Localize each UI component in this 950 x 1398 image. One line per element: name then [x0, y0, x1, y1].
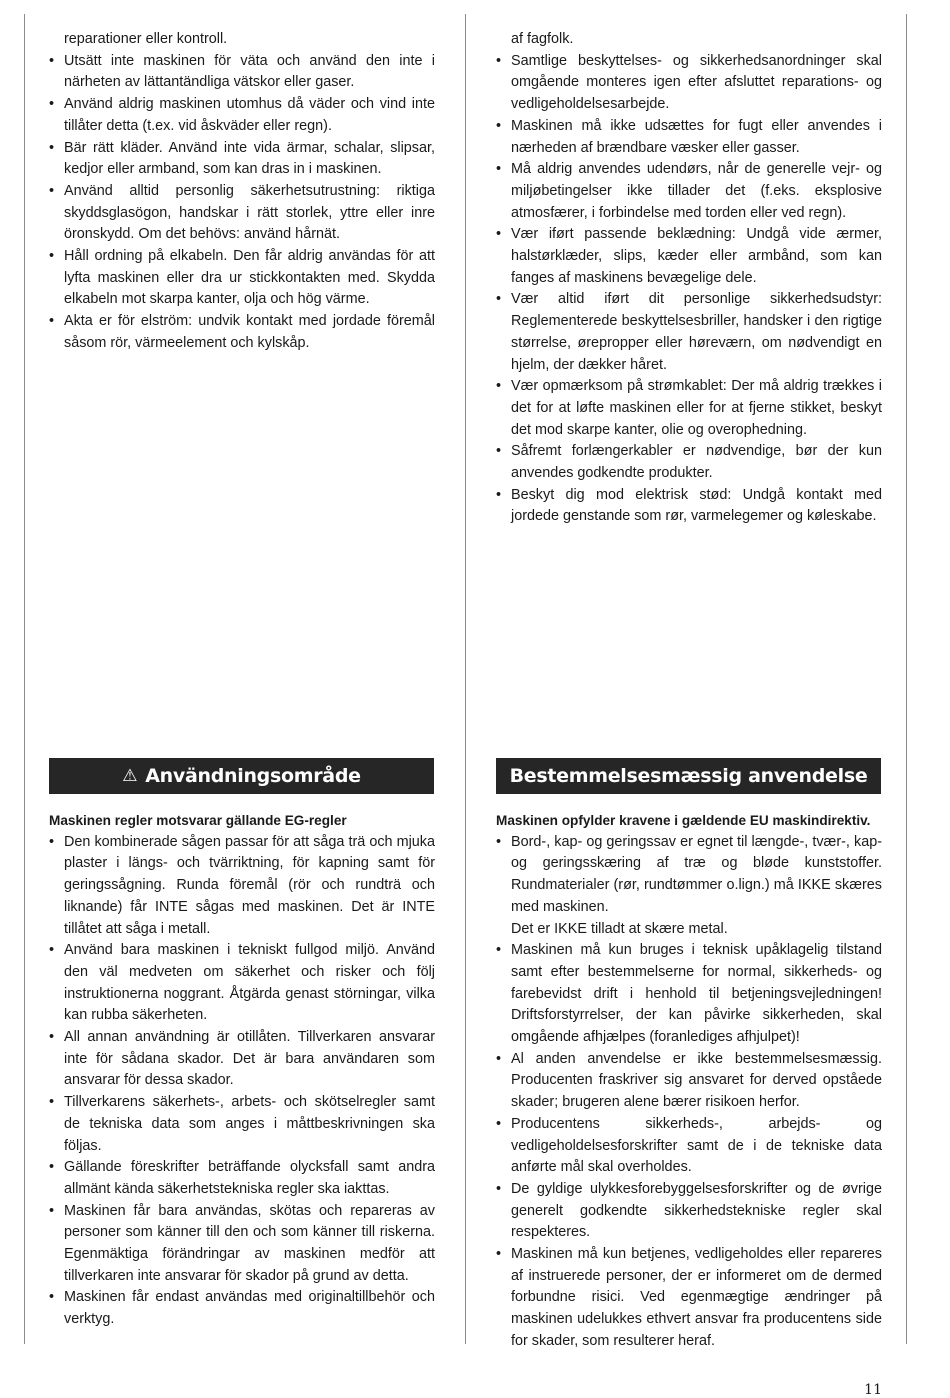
section-header-danish [496, 758, 881, 794]
list-item: • Bär rätt kläder. Använd inte vida ärmar, schalar, slipsar, kedjor eller armband, som kan dras in i maskinen. [49, 138, 435, 181]
section-lead: Maskinen opfylder kravene i gældende EU maskindirektiv. [496, 813, 871, 828]
list-item: • Använd aldrig maskinen utomhus då väder och vind inte tillåter detta (t.ex. vid åskväder eller regn). [49, 94, 435, 137]
list-item: • Maskinen får bara användas, skötas och repareras av personer som känner till den och som känner till riskerna. Egenmäktiga förändringar av maskinen medför att tillverkaren inte ansvarar för skador på grund av detta. [49, 1201, 435, 1288]
left-margin-rule [24, 14, 25, 1344]
list-item: • Al anden anvendelse er ikke bestemmelsesmæssig. Producenten fraskriver sig ansvaret for derved opståede skader; brugeren alene bærer risikoen herfor. [496, 1049, 882, 1114]
list-item: • Samtlige beskyttelses- og sikkerhedsanordninger skal omgående monteres igen efter afsluttet reparations- og vedligeholdelsesarbejde. [496, 51, 882, 116]
list-item: • Maskinen må kun betjenes, vedligeholdes eller repareres af instruerede personer, der er informeret om de dermed forbundne risici. Ved egenmægtige ændringer på maskinen udelukkes ethvert ansvar fra producentens side for skader, som resulterer heraf. [496, 1244, 882, 1353]
list-item: • Maskinen får endast användas med originaltillbehör och verktyg. [49, 1287, 435, 1330]
list-item: • Vær opmærksom på strømkablet: Der må aldrig trækkes i det for at løfte maskinen eller for at fjerne stikket, beskyt det mod skarpe kanter, olie og overophedning. [496, 376, 882, 441]
section-header-swedish [49, 758, 434, 794]
section-title: Bestemmelsesmæssig anvendelse [509, 765, 868, 787]
list-item: • Vær altid iført dit personlige sikkerhedsudstyr: Reglementerede beskyttelsesbriller, handsker i den rigtige størrelse, ørepropper eller høreværn, om nødvendigt en hjelm, der dækker håret. [496, 289, 882, 376]
list-item [496, 832, 882, 941]
list-item: • Såfremt forlængerkabler er nødvendige, bør der kun anvendes godkendte produkter. [496, 441, 882, 484]
swedish-intended-use [49, 810, 435, 1331]
continued-text: af fagfolk. [511, 31, 574, 47]
center-divider-rule [465, 14, 466, 1344]
right-margin-rule [906, 14, 907, 1344]
list-item: • De gyldige ulykkesforebyggelsesforskrifter og de øvrige generelt godkendte sikkerhedstekniske regler skal respekteres. [496, 1179, 882, 1244]
list-item: • All annan användning är otillåten. Tillverkaren ansvarar inte för sådana skador. Det är bara användaren som ansvarar för dessa skador. [49, 1027, 435, 1092]
continued-text: reparationer eller kontroll. [64, 31, 228, 47]
swedish-safety-list [49, 29, 435, 355]
list-item: • Den kombinerade sågen passar för att såga trä och mjuka plaster i längs- och tvärriktning, för kapning samt för geringssågning. Runda föremål (rör och rundträ och liknande) får INTE sågas med maskinen. Det är INTE tillåtet att såga i metall. [49, 832, 435, 941]
section-title: Användningsområde [145, 765, 361, 787]
list-item: • Beskyt dig mod elektrisk stød: Undgå kontakt med jordede genstande som rør, varmelegemer og køleskabe. [496, 485, 882, 528]
list-item: • Maskinen må ikke udsættes for fugt eller anvendes i nærheden af brændbare væsker eller gasser. [496, 116, 882, 159]
list-item: • Håll ordning på elkabeln. Den får aldrig användas för att lyfta maskinen eller dra ur stickkontakten med. Skydda elkabeln mot skarpa kanter, olja och hög värme. [49, 246, 435, 311]
list-item: • Akta er för elström: undvik kontakt med jordade föremål såsom rör, värmeelement och kylskåp. [49, 311, 435, 354]
list-item: • Tillverkarens säkerhets-, arbets- och skötselregler samt de tekniska data som anges i måttbeskrivningen ska följas. [49, 1092, 435, 1157]
page-number: 11 [864, 1382, 882, 1398]
list-item-extra: Det er IKKE tilladt at skære metal. [511, 920, 728, 937]
list-item: • Må aldrig anvendes udendørs, når de generelle vejr- og miljøbetingelser ikke tillader det (f.eks. eksplosive atmosfærer, i forbindelse med torden eller ved regn). [496, 159, 882, 224]
list-item: • Maskinen må kun bruges i teknisk upåklagelig tilstand samt efter bestemmelserne for normal, sikkerheds- og farebevidst drift i henhold til betjeningsvejledningen! Driftsforstyrrelser, der kan påvirke sikkerheden, skal omgående afhjælpes (foranlediges afhjulpet)! [496, 940, 882, 1049]
section-lead: Maskinen regler motsvarar gällande EG-regler [49, 813, 347, 828]
list-item: • Använd alltid personlig säkerhetsutrustning: riktiga skyddsglasögon, handskar i rätt storlek, yttre eller inre öronskydd. Om det behövs: använd hårnät. [49, 181, 435, 246]
danish-intended-use [496, 810, 882, 1353]
list-item: • Vær iført passende beklædning: Undgå vide ærmer, halstørklæder, slips, kæder eller armbånd, som kan fanges af maskinens bevægelige dele. [496, 224, 882, 289]
danish-safety-list [496, 29, 882, 528]
list-item-text: Bord-, kap- og geringssav er egnet til længde-, tvær-, kap- og geringsskæring af træ og bløde kunststoffer. Rundmaterialer (rør, rundtømmer o.lign.) må IKKE skæres med maskinen. [511, 833, 882, 915]
warning-triangle-icon: ⚠ [122, 766, 138, 786]
list-item: • Använd bara maskinen i tekniskt fullgod miljö. Använd den väl medveten om säkerhet och risker och följ instruktionerna noggrant. Åtgärda genast störningar, vilka kan rubba säkerheten. [49, 940, 435, 1027]
list-item: • Producentens sikkerheds-, arbejds- og vedligeholdelsesforskrifter samt de i de tekniske data anførte mål skal overholdes. [496, 1114, 882, 1179]
list-item: • Gällande föreskrifter beträffande olycksfall samt andra allmänt kända säkerhetstekniska regler ska iakttas. [49, 1157, 435, 1200]
list-item: • Utsätt inte maskinen för väta och använd den inte i närheten av lättantändliga vätskor eller gaser. [49, 51, 435, 94]
